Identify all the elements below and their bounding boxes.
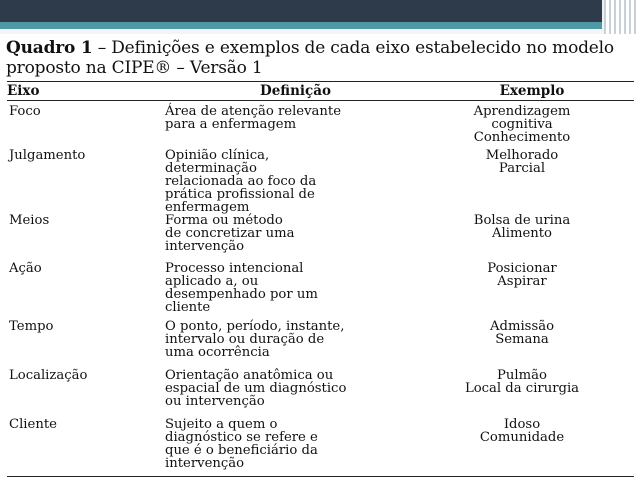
definicao-line: ou intervenção bbox=[165, 394, 265, 409]
cell-definicao bbox=[161, 101, 430, 150]
cell-exemplo bbox=[430, 262, 634, 320]
exemplo-line: Alimento bbox=[491, 226, 552, 241]
cell-eixo: Tempo bbox=[9, 319, 54, 334]
slide-header-bar bbox=[0, 0, 638, 34]
table-row bbox=[7, 418, 634, 477]
definicao-line: enfermagem bbox=[165, 200, 250, 215]
definicao-line: O ponto, período, instante, bbox=[165, 319, 345, 334]
header-teal-band bbox=[0, 22, 602, 29]
cell-eixo: Ação bbox=[9, 261, 42, 276]
definicao-line: prática profissional de bbox=[165, 187, 315, 202]
cell-eixo: Foco bbox=[9, 104, 41, 119]
cell-definicao bbox=[161, 418, 430, 477]
definicao-line: para a enfermagem bbox=[165, 117, 297, 132]
cell-definicao bbox=[161, 262, 430, 320]
definicao-line: intervenção bbox=[165, 456, 245, 471]
caption-text: – Definições e exemplos de cada eixo estabelecido no modelo proposto na CIPE® – Versão 1 bbox=[6, 38, 614, 78]
definicao-line: uma ocorrência bbox=[165, 345, 270, 360]
definicao-line: aplicado a, ou bbox=[165, 274, 259, 289]
table-row bbox=[7, 320, 634, 369]
exemplo-line: Pulmão bbox=[497, 368, 547, 383]
cell-eixo: Cliente bbox=[7, 418, 161, 477]
definicao-line: relacionada ao foco da bbox=[165, 174, 317, 189]
cell-exemplo bbox=[430, 369, 634, 418]
table-row bbox=[7, 262, 634, 320]
cell-exemplo bbox=[430, 320, 634, 369]
exemplo-line: Bolsa de urina bbox=[473, 213, 571, 228]
table-row bbox=[7, 101, 634, 150]
definicao-line: Orientação anatômica ou bbox=[165, 368, 334, 383]
header-definicao: Definição bbox=[161, 82, 430, 101]
exemplo-line: Semana bbox=[495, 332, 549, 347]
exemplo-line: Idoso bbox=[503, 417, 541, 432]
definicao-line: cliente bbox=[165, 300, 211, 315]
exemplo-line: Admissão bbox=[489, 319, 555, 334]
exemplo-line: Aspirar bbox=[497, 274, 547, 289]
header-eixo: Eixo bbox=[7, 82, 161, 101]
definicao-line: intervenção bbox=[165, 239, 245, 254]
definicao-line: que é o beneficiário da bbox=[165, 443, 318, 458]
cell-definicao bbox=[161, 320, 430, 369]
exemplo-line: Parcial bbox=[498, 161, 546, 176]
exemplo-line: Melhorado bbox=[485, 148, 559, 163]
header-exemplo: Exemplo bbox=[430, 82, 634, 101]
cell-exemplo bbox=[430, 149, 634, 214]
definicao-line: desempenhado por um bbox=[165, 287, 318, 302]
cipe-axes-table bbox=[7, 81, 634, 477]
definicao-line: Área de atenção relevante bbox=[165, 104, 342, 119]
cell-exemplo bbox=[430, 214, 634, 262]
cell-exemplo bbox=[430, 101, 634, 150]
caption-label: Quadro 1 bbox=[6, 38, 93, 58]
definicao-line: de concretizar uma bbox=[165, 226, 295, 241]
definicao-line: Sujeito a quem o bbox=[165, 417, 278, 432]
exemplo-line: Conhecimento bbox=[473, 130, 571, 145]
cell-eixo: Julgamento bbox=[9, 148, 86, 163]
definicao-line: Processo intencional bbox=[165, 261, 304, 276]
definicao-line: diagnóstico se refere e bbox=[165, 430, 318, 445]
exemplo-line: Posicionar bbox=[487, 261, 557, 276]
definicao-line: espacial de um diagnóstico bbox=[165, 381, 347, 396]
exemplo-line: Local da cirurgia bbox=[464, 381, 580, 396]
table-row bbox=[7, 214, 634, 262]
table-row bbox=[7, 149, 634, 214]
definicao-line: determinação bbox=[165, 161, 257, 176]
table-row bbox=[7, 369, 634, 418]
cell-definicao bbox=[161, 149, 430, 214]
table-header-row bbox=[7, 82, 634, 101]
definicao-line: Opinião clínica, bbox=[165, 148, 270, 163]
cell-eixo: Meios bbox=[9, 213, 50, 228]
definicao-line: intervalo ou duração de bbox=[165, 332, 325, 347]
cell-definicao bbox=[161, 214, 430, 262]
cell-exemplo bbox=[430, 418, 634, 477]
header-dark-band bbox=[0, 0, 602, 22]
cell-eixo: Localização bbox=[9, 368, 88, 383]
exemplo-line: Aprendizagem bbox=[473, 104, 571, 119]
table-body bbox=[7, 101, 634, 477]
exemplo-line: Comunidade bbox=[479, 430, 565, 445]
exemplo-line: cognitiva bbox=[491, 117, 553, 132]
definicao-line: Forma ou método bbox=[165, 213, 283, 228]
header-stripes bbox=[604, 0, 638, 34]
cell-definicao bbox=[161, 369, 430, 418]
table-caption bbox=[6, 38, 634, 78]
